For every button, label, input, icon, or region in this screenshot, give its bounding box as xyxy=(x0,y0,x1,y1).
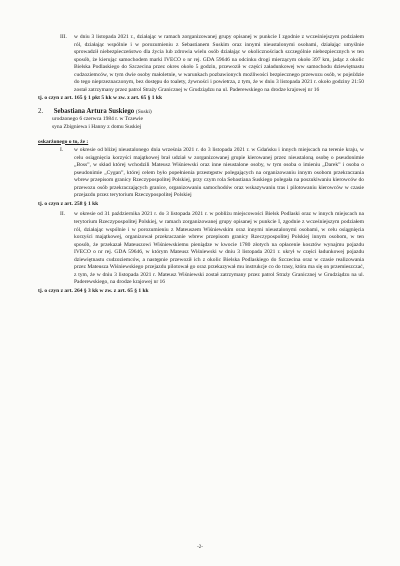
page-number: -2- xyxy=(197,545,203,551)
count-number: II. xyxy=(60,211,66,218)
count-number: I. xyxy=(60,147,64,154)
defendant-number: 2. xyxy=(38,107,44,115)
defendant-alias: (Suski) xyxy=(135,108,152,115)
paragraph-point-3 xyxy=(60,34,364,94)
count-text: w okresie od 31 października 2021 r. do 3 listopada 2021 r. w pobliżu miejscowości Bielsk Podlaski oraz w innych miejscach na terytorium Rzeczypospolitej Polskiej, w ramach zorganizowanej grupy opisanej w punkcie I, zgodnie z wcześniejszym podziałem ról, działając wspólnie i w porozumieniu z Mateuszem Wiśniewskim oraz innymi nieustalonymi osobami, w celu osiągnięcia korzyści majątkowej, organizował przekraczanie wbrew przepisom granicy Rzeczypospolitej Polskiej innym osobom, w ten sposób, że przekazał Mateuszowi Wiśniewskiemu pieniądze w kwocie 1780 złotych na opłacenie kosztów wynajmu pojazdu IVECO o nr rej. GDA 59646, w którym Mateusz Wiśniewski w dniu 3 listopada 2021 r. ukrył w części ładunkowej pojazdu dziewiętnastu cudzoziemców, a następnie przewoził ich z okolic Bielska Podlaskiego do Szczecina oraz w czasie realizowania przez Mateusza Wiśniewskiego przejazdu pilotował go oraz przekazywał mu instrukcje co do trasy, która ma się on przemieszczać, z tym, że w dniu 3 listopada 2021 r. Mateusz Wiśniewski został zatrzymany przez patrol Straży Granicznej w Grudziądzu na ul. Paderewskiego, na drodze krajowej nr 16 xyxy=(74,211,364,286)
legal-qualification: tj. o czyn z art. 165 § 1 pkt 5 kk w zw. z art. 65 § 1 kk xyxy=(38,95,163,102)
count-text: w okresie od bliżej nieustalonego dnia września 2021 r. do 3 listopada 2021 r. w Gdańsku i innych miejscach na terenie kraju, w celu osiągnięcia korzyści majątkowej brał udział w zorganizowanej grupie kierowanej przez nieustaloną osobę o pseudonimie „Boss”, w skład której wchodzili Mateusz Wiśniewski oraz inne nieustalone osoby, w tym osoba o imieniu „Darek” i osoba o pseudonimie „Cygan”, której celem było popełnienia przestępstw polegających na organizowaniu innym osobom przekraczania wbrew przepisom granicy Rzeczypospolitej Polskiej, przy czym rola Sebastiana Suskiego polegała na poszukiwaniu kierowców do przewozu osób przekraczających granice, organizowaniu samochodów oraz wskazywaniu tras i pilotowaniu kierowców w czasie przejazdu przez terytorium Rzeczypospolitej Polskiej xyxy=(74,147,364,199)
defendant-name: Sebastiana Artura Suskiego xyxy=(53,107,135,115)
paragraph-count-2 xyxy=(60,211,364,286)
defendant-heading xyxy=(38,108,364,117)
legal-qualification: tj. o czyn z art. 264 § 3 kk w zw. z art. 65 § 1 kk xyxy=(38,287,149,294)
charge-heading: oskarżonego o to, że : xyxy=(38,138,89,145)
defendant-parents: syna Zbigniewa i Hanny z domu Suskiej xyxy=(52,123,142,130)
paragraph-count-1 xyxy=(60,147,364,200)
defendant-birth: urodzonego 6 czerwca 1984 r. w Tczewie xyxy=(52,116,143,123)
point-number: III. xyxy=(60,34,67,40)
point-text: w dniu 3 listopada 2021 r., działając w ramach zorganizowanej grupy opisanej w punkcie I zgodnie z wcześniejszym podziałem ról, działając wspólnie i w porozumieniu z Sebastianem Suskim oraz innymi nieustalonymi osobami, działając umyślnie sprowadził niebezpieczeństwo dla życia lub zdrowia wielu osób działając w okolicznościach szczególnie niebezpiecznych w ten sposób, że kierując samochodem marki IVECO o nr rej. GDA 59646 na odcinku drogi mierzącym około 397 km, jadąc z okolic Bielska Podlaskiego do Szczecina przez okres około 5 godzin, przewoził w części załadunkowej ww samochodu dziewiętnastu cudzoziemców, w tym dwie osoby małoletnie, w warunkach pozbawionych możliwości bezpiecznego przewozu osób, w pojeździe do tego nieprzeznaczonym, bez dostępu do toalety, żywności i powietrza, z tym, że w dniu 3 listopada 2021 r. około godziny 21:50 został zatrzymany przez patrol Straży Granicznej w Grudziądzu na ul. Paderewskiego na drodze krajowej nr 16 xyxy=(74,34,364,93)
legal-qualification: tj. o czyn z art. 258 § 1 kk xyxy=(38,200,99,207)
